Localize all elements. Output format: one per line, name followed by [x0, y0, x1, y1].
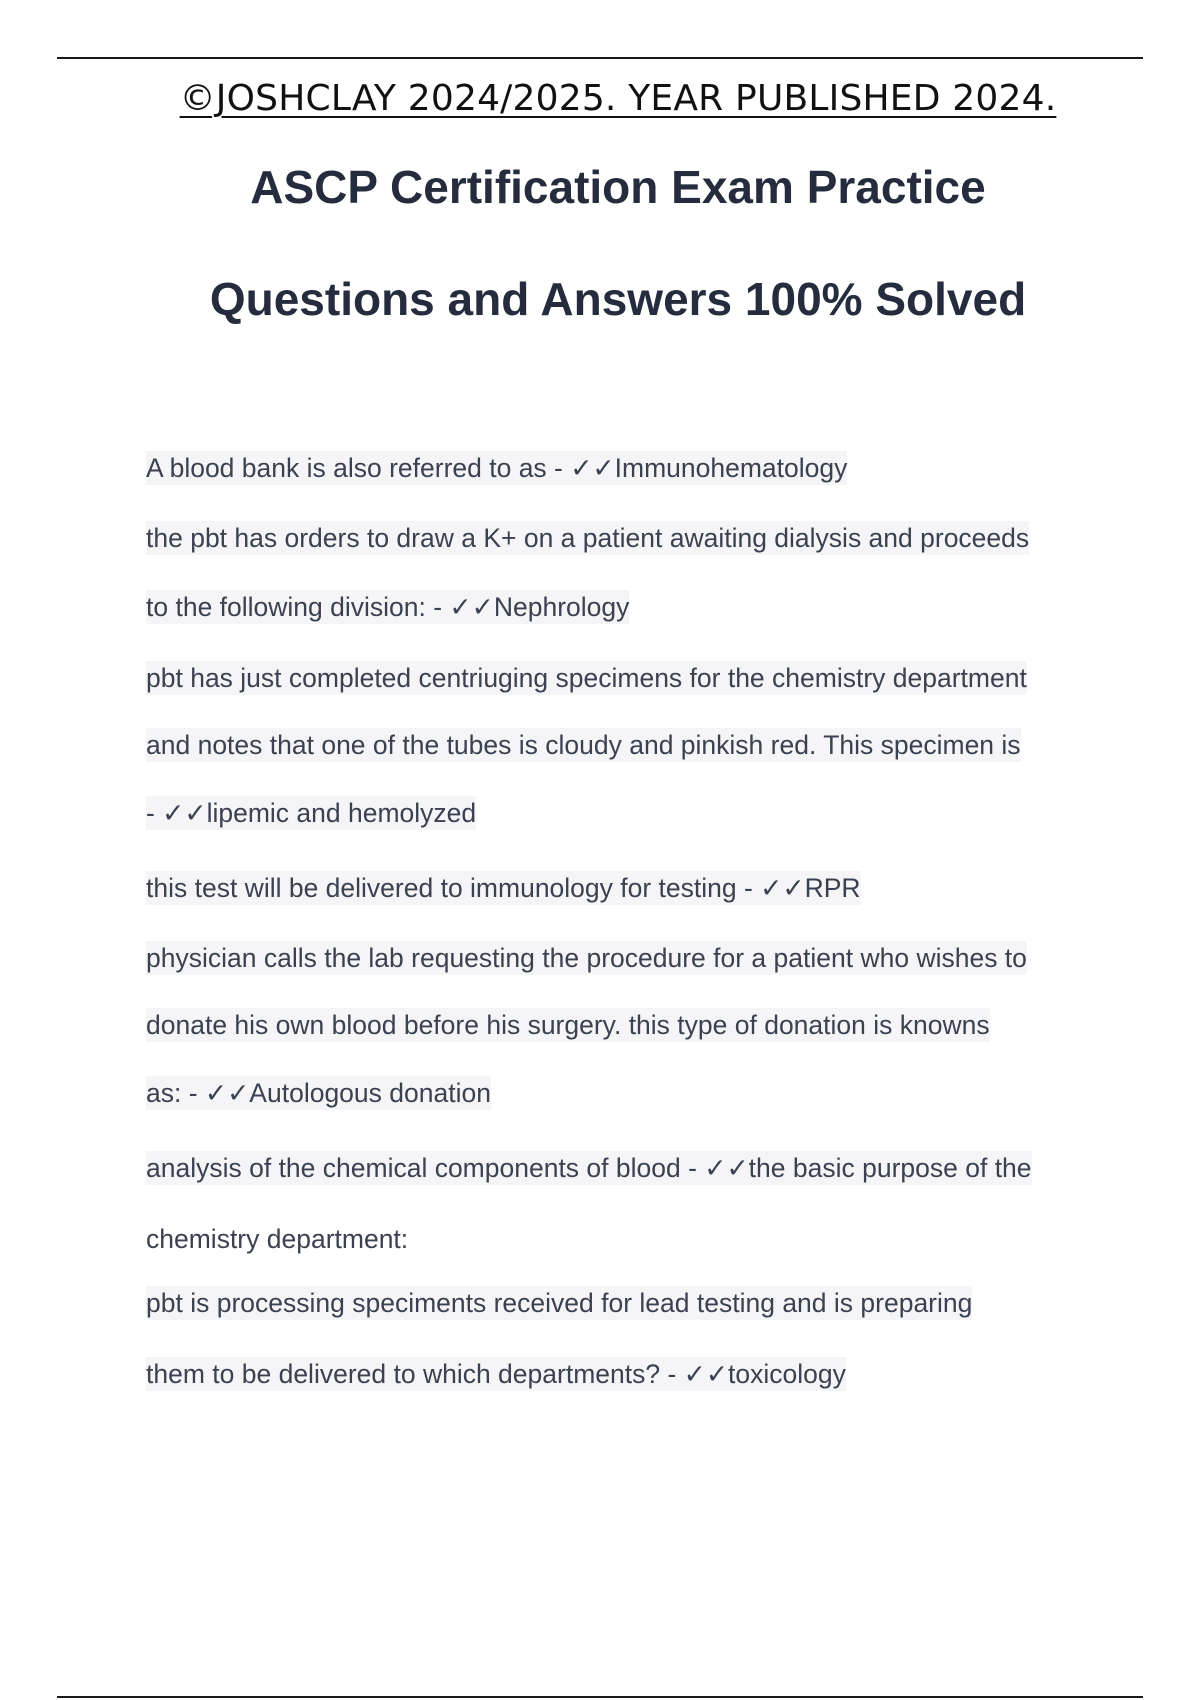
- qa-line: pbt is processing speciments received for lead testing and is preparing: [146, 1288, 973, 1318]
- qa-line: donate his own blood before his surgery. this type of donation is knowns: [146, 1010, 990, 1040]
- qa-line: the pbt has orders to draw a K+ on a patient awaiting dialysis and proceeds: [146, 523, 1030, 553]
- document-title-line-1: ASCP Certification Exam Practice: [250, 161, 986, 213]
- qa-line: as: - ✓✓Autologous donation: [146, 1078, 491, 1108]
- copyright-header: [0, 78, 1200, 119]
- bottom-rule: [57, 1696, 1143, 1698]
- qa-line: them to be delivered to which departments? - ✓✓toxicology: [146, 1359, 846, 1389]
- qa-line: chemistry department:: [146, 1224, 409, 1254]
- copyright-text: ©JOSHCLAY 2024/2025. YEAR PUBLISHED 2024.: [179, 78, 1057, 119]
- qa-line: and notes that one of the tubes is cloudy and pinkish red. This specimen is: [146, 730, 1021, 760]
- qa-line: this test will be delivered to immunology for testing - ✓✓RPR: [146, 873, 861, 903]
- qa-line: to the following division: - ✓✓Nephrology: [146, 592, 630, 622]
- top-rule: [57, 57, 1143, 59]
- qa-line: physician calls the lab requesting the procedure for a patient who wishes to: [146, 943, 1027, 973]
- qa-line: analysis of the chemical components of blood - ✓✓the basic purpose of the: [146, 1153, 1032, 1183]
- qa-line: pbt has just completed centriuging specimens for the chemistry department: [146, 663, 1027, 693]
- qa-line: A blood bank is also referred to as - ✓✓Immunohematology: [146, 453, 848, 483]
- qa-line: - ✓✓lipemic and hemolyzed: [146, 798, 477, 828]
- document-title-line-2: Questions and Answers 100% Solved: [209, 273, 1027, 325]
